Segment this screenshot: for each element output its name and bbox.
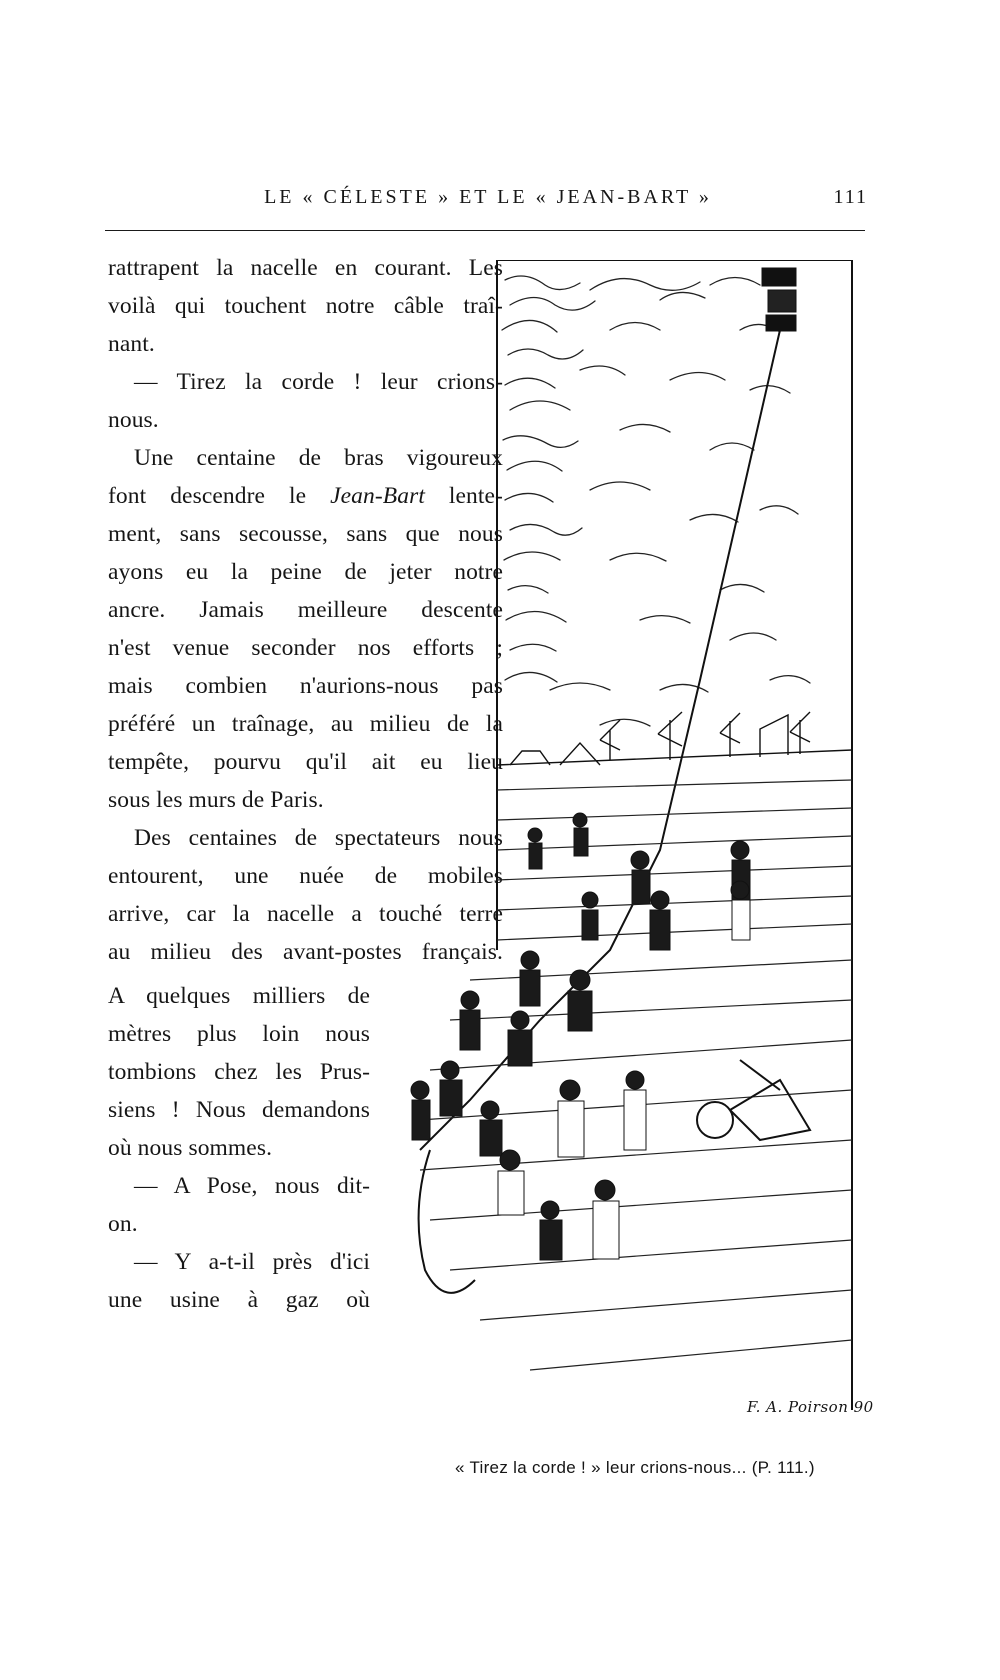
artist-signature: F. A. Poirson 90: [747, 1398, 874, 1416]
text-line: nant.: [108, 331, 155, 357]
text-line: tombions chez les Prus-: [108, 1059, 370, 1085]
text-line: on.: [108, 1211, 138, 1237]
page-number: 111: [833, 186, 868, 208]
balloon-basket: [762, 268, 796, 331]
village-horizon: [497, 712, 852, 765]
text-line: nous.: [108, 407, 159, 433]
text-line: arrive, car la nacelle a touché terre: [108, 901, 503, 927]
text-before-italic: font descendre le: [108, 483, 331, 509]
text-line: sous les murs de Paris.: [108, 787, 324, 813]
text-line: au milieu des avant-postes français.: [108, 939, 503, 965]
text-line: — Tirez la corde ! leur crions-: [134, 369, 503, 395]
text-line: — Y a-t-il près d'ici: [134, 1249, 370, 1275]
text-line: voilà qui touchent notre câble traî-: [108, 293, 503, 319]
text-line: ayons eu la peine de jeter notre: [108, 559, 503, 585]
illustration-balloon-landing: [410, 260, 865, 1455]
rope-coil: [419, 1150, 475, 1293]
text-line: entourent, une nuée de mobiles: [108, 863, 503, 889]
text-line: tempête, pourvu qu'il ait eu lieu: [108, 749, 503, 775]
text-line: siens ! Nous demandons: [108, 1097, 370, 1123]
text-line: rattrapent la nacelle en courant. Les: [108, 255, 503, 281]
text-after-italic: lente-: [424, 483, 503, 509]
text-line: ancre. Jamais meilleure descente: [108, 597, 503, 623]
text-line: mais combien n'aurions-nous pas: [108, 673, 503, 699]
text-line: où nous sommes.: [108, 1135, 273, 1161]
running-head: LE « CÉLESTE » ET LE « JEAN-BART »: [264, 186, 712, 208]
text-line: n'est venue seconder nos efforts ;: [108, 635, 503, 661]
italic-ship-name: Jean-Bart: [330, 483, 425, 509]
text-line: Des centaines de spectateurs nous: [134, 825, 503, 851]
sky-hatching: [502, 276, 810, 726]
crowd-figures: [411, 813, 750, 1260]
illustration-caption: « Tirez la corde ! » leur crions-nous... (P. 111.): [455, 1458, 815, 1477]
header-rule: [105, 230, 865, 231]
text-line: ment, sans secousse, sans que nous: [108, 521, 503, 547]
text-line: une usine à gaz où: [108, 1287, 370, 1313]
page-header: [108, 186, 868, 220]
text-line: A quelques milliers de: [108, 983, 370, 1009]
text-line: préféré un traînage, au milieu de la: [108, 711, 503, 737]
text-line: — A Pose, nous dit-: [134, 1173, 370, 1199]
text-line: Une centaine de bras vigoureux: [134, 445, 503, 471]
text-line: mètres plus loin nous: [108, 1021, 370, 1047]
